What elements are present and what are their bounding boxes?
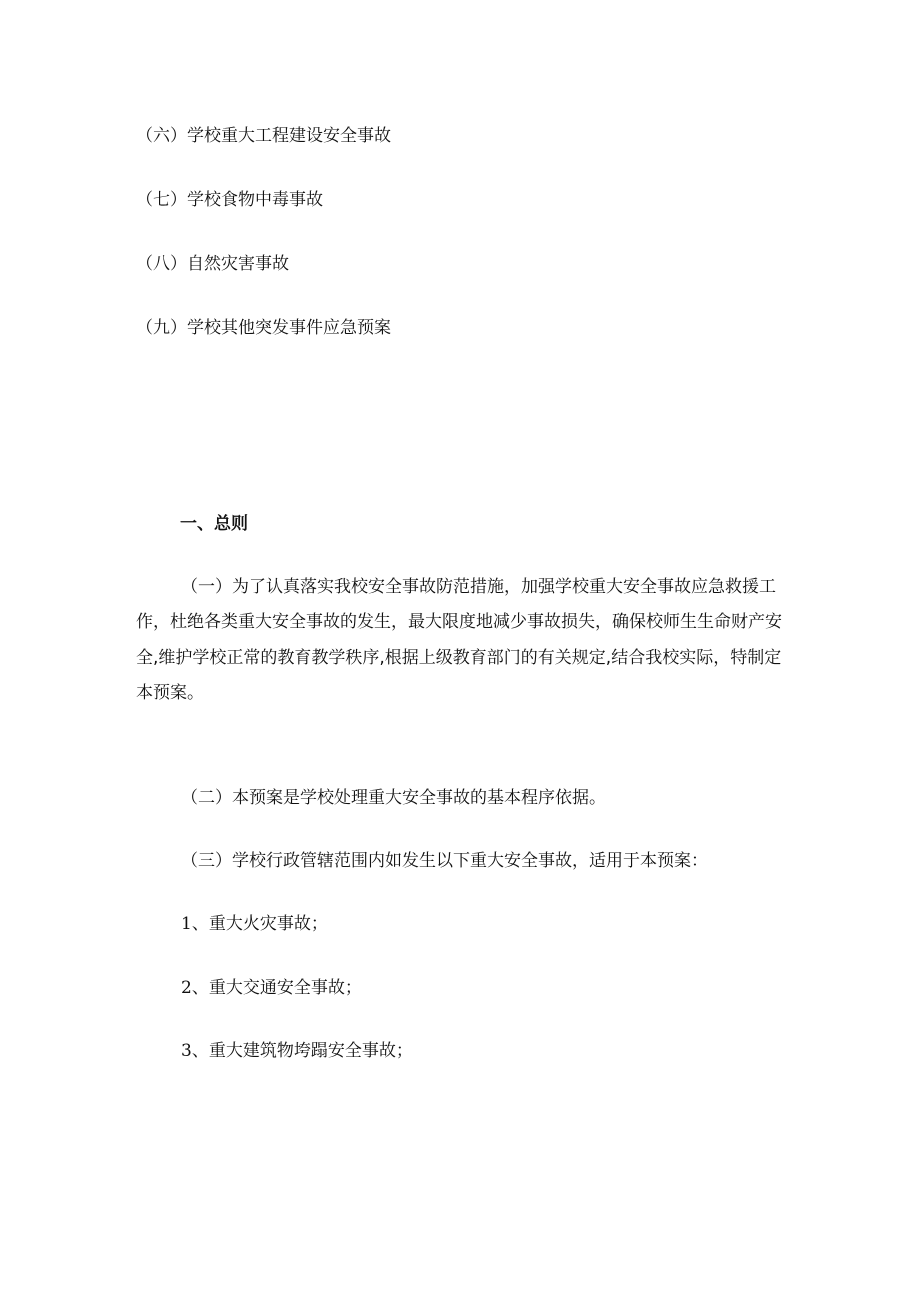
- list-item: （九）学校其他突发事件应急预案: [136, 318, 391, 338]
- item-text: 重大交通安全事故；: [208, 978, 362, 998]
- list-item: （八）自然灾害事故: [136, 254, 289, 274]
- paragraph-line: 作，杜绝各类重大安全事故的发生，最大限度地减少事故损失，确保校师生生命财产安: [136, 612, 782, 633]
- item-number: 3、: [181, 1041, 209, 1061]
- paragraph-line: 本预案。: [136, 682, 204, 703]
- paragraph-line: 全,维护学校正常的教育教学秩序,根据上级教育部门的有关规定,结合我校实际，特制定: [136, 647, 782, 668]
- paragraph-line: （一）为了认真落实我校安全事故防范措施，加强学校重大安全事故应急救援工: [181, 577, 776, 597]
- item-number: 2、: [181, 978, 209, 998]
- paragraph-3: （三）学校行政管辖范围内如发生以下重大安全事故，适用于本预案：: [181, 851, 708, 871]
- item-text: 重大火灾事故；: [208, 914, 328, 934]
- item-number: 1、: [181, 914, 209, 934]
- list-item: （七）学校食物中毒事故: [136, 190, 323, 210]
- paragraph-2: （二）本预案是学校处理重大安全事故的基本程序依据。: [181, 788, 606, 808]
- list-item: （六）学校重大工程建设安全事故: [136, 126, 391, 146]
- section-heading: 一、总则: [180, 514, 248, 534]
- numbered-item: [181, 1041, 413, 1061]
- item-text: 重大建筑物垮蹋安全事故；: [208, 1041, 413, 1061]
- paragraph-1: [136, 570, 786, 711]
- numbered-item: [181, 978, 362, 998]
- numbered-item: [181, 914, 328, 934]
